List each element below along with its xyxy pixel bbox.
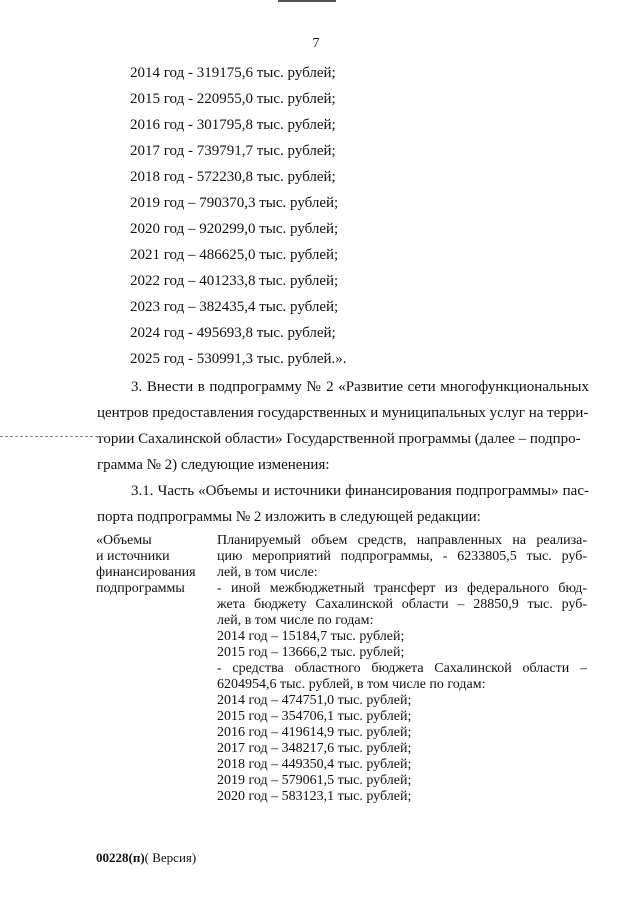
table-line: 2015 год – 13666,2 тыс. рублей;: [217, 645, 405, 660]
year-item: 2024 год - 495693,8 тыс. рублей;: [130, 325, 336, 341]
table-label-cell: [96, 533, 212, 597]
table-line: 2018 год – 449350,4 тыс. рублей;: [217, 757, 412, 772]
margin-dash-mark: [0, 436, 108, 437]
table-line: цию мероприятий подпрограммы, - 6233805,5 тыс. руб-: [217, 549, 587, 564]
text-line: 3.1. Часть «Объемы и источники финансирования подпрограммы» пас-: [131, 483, 589, 499]
page-number: 7: [312, 36, 320, 51]
year-item: 2016 год - 301795,8 тыс. рублей;: [130, 117, 336, 133]
year-item: 2018 год - 572230,8 тыс. рублей;: [130, 169, 336, 185]
text-line: «Объемы: [96, 533, 152, 548]
footer-code: 00228(п): [96, 850, 145, 865]
text-line: центров предоставления государственных и муниципальных услуг на терри-: [97, 405, 589, 421]
table-line: 2014 год – 15184,7 тыс. рублей;: [217, 629, 405, 644]
table-line: жета бюджету Сахалинской области – 28850,9 тыс. руб-: [217, 597, 587, 612]
text-line: порта подпрограммы № 2 изложить в следующей редакции:: [97, 509, 481, 525]
year-item: 2017 год - 739791,7 тыс. рублей;: [130, 143, 336, 159]
text-line: и источники: [96, 549, 170, 564]
table-line: 2017 год – 348217,6 тыс. рублей;: [217, 741, 412, 756]
year-item: 2014 год - 319175,6 тыс. рублей;: [130, 65, 336, 81]
footer-version: ( Версия): [144, 850, 197, 865]
paragraph-3-1: [97, 478, 589, 530]
year-item: 2022 год – 401233,8 тыс. рублей;: [130, 273, 339, 289]
table-line: Планируемый объем средств, направленных на реализа-: [217, 533, 587, 548]
text-line: финансирования: [96, 565, 196, 580]
table-line: 2020 год – 583123,1 тыс. рублей;: [217, 789, 412, 804]
footer-doc-code: [96, 850, 196, 866]
table-line: 2016 год – 419614,9 тыс. рублей;: [217, 725, 412, 740]
table-line: лей, в том числе по годам:: [217, 613, 374, 628]
table-line: 6204954,6 тыс. рублей, в том числе по годам:: [217, 677, 486, 692]
text-line: тории Сахалинской области» Государственной программы (далее – подпро-: [97, 431, 581, 447]
table-line: - средства областного бюджета Сахалинской области –: [217, 661, 587, 676]
table-line: 2015 год – 354706,1 тыс. рублей;: [217, 709, 412, 724]
table-line: лей, в том числе:: [217, 565, 318, 580]
paragraph-3: [97, 374, 589, 478]
text-line: 3. Внести в подпрограмму № 2 «Развитие сети многофункциональных: [131, 379, 589, 395]
table-line: 2019 год – 579061,5 тыс. рублей;: [217, 773, 412, 788]
year-item: 2015 год - 220955,0 тыс. рублей;: [130, 91, 336, 107]
year-funding-list: [130, 64, 347, 376]
table-body-cell: [217, 533, 587, 805]
top-rule: [278, 0, 336, 2]
table-line: - иной межбюджетный трансферт из федерального бюд-: [217, 581, 587, 596]
year-item: 2019 год – 790370,3 тыс. рублей;: [130, 195, 339, 211]
year-item: 2023 год – 382435,4 тыс. рублей;: [130, 299, 339, 315]
text-line: подпрограммы: [96, 581, 185, 596]
year-item: 2020 год – 920299,0 тыс. рублей;: [130, 221, 339, 237]
text-line: грамма № 2) следующие изменения:: [97, 457, 330, 473]
year-item: 2025 год - 530991,3 тыс. рублей.».: [130, 351, 347, 367]
year-item: 2021 год – 486625,0 тыс. рублей;: [130, 247, 339, 263]
table-line: 2014 год – 474751,0 тыс. рублей;: [217, 693, 412, 708]
